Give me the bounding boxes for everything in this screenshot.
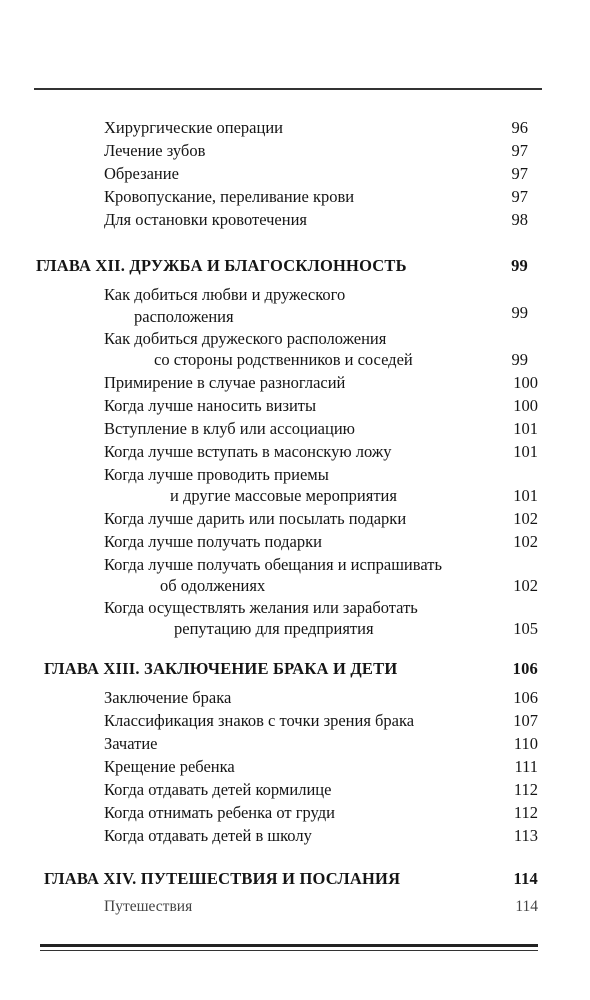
toc-page-number: 99	[511, 303, 528, 322]
toc-entry[interactable]: Крещение ребенка	[104, 757, 235, 776]
toc-page-number: 112	[513, 780, 538, 799]
toc-page-number: 107	[513, 711, 538, 730]
toc-entry[interactable]: Для остановки кровотечения	[104, 210, 307, 229]
toc-page-number: 110	[513, 734, 538, 753]
toc-page-number: 101	[513, 442, 538, 461]
toc-entry-continuation[interactable]: со стороны родственников и соседей	[154, 350, 413, 369]
toc-page-number: 102	[513, 509, 538, 528]
toc-entry[interactable]: Когда отнимать ребенка от груди	[104, 803, 335, 822]
toc-entry[interactable]: Зачатие	[104, 734, 158, 753]
toc-page-number: 106	[513, 688, 538, 707]
chapter-page-number: 106	[512, 659, 538, 678]
toc-entry[interactable]: Когда лучше получать подарки	[104, 532, 322, 551]
toc-entry-continuation[interactable]: репутацию для предприятия	[174, 619, 374, 638]
toc-entry[interactable]: Кровопускание, переливание крови	[104, 187, 355, 206]
toc-entry[interactable]: Когда лучше вступать в масонскую ложу	[104, 442, 392, 461]
toc-page-number: 105	[513, 619, 538, 638]
chapter-page-number: 99	[511, 256, 528, 275]
toc-page-number: 101	[513, 419, 538, 438]
toc-page-number: 97	[511, 141, 528, 160]
toc-entry[interactable]: Хирургические операции	[104, 118, 283, 137]
toc-entry[interactable]: Когда лучше получать обещания и испрашивать	[104, 555, 442, 574]
chapter-heading[interactable]: ГЛАВА XII. ДРУЖБА И БЛАГОСКЛОННОСТЬ	[36, 256, 407, 275]
toc-entry[interactable]: Когда отдавать детей кормилице	[104, 780, 332, 799]
chapter-heading[interactable]: ГЛАВА XIII. ЗАКЛЮЧЕНИЕ БРАКА И ДЕТИ	[44, 659, 398, 678]
toc-entry[interactable]: Когда отдавать детей в школу	[104, 826, 312, 845]
toc-entry[interactable]: Когда осуществлять желания или заработать	[104, 598, 418, 617]
toc-page-number: 96	[511, 118, 528, 137]
toc-page-number: 111	[514, 757, 538, 776]
toc-entry[interactable]: Как добиться дружеского расположения	[104, 329, 387, 348]
toc-page-number: 112	[513, 803, 538, 822]
toc-entry[interactable]: Путешествия	[104, 898, 193, 915]
toc-page-number: 102	[513, 576, 538, 595]
toc-entry[interactable]: Как добиться любви и дружеского	[104, 285, 346, 304]
toc-entry-continuation[interactable]: и другие массовые мероприятия	[170, 486, 397, 505]
toc-page-number: 114	[515, 898, 538, 915]
toc-entry[interactable]: Когда лучше наносить визиты	[104, 396, 317, 415]
toc-entry[interactable]: Классификация знаков с точки зрения брака	[104, 711, 415, 730]
toc-entry[interactable]: Вступление в клуб или ассоциацию	[104, 419, 355, 438]
toc-entry[interactable]: Лечение зубов	[104, 141, 206, 160]
toc-page-number: 101	[513, 486, 538, 505]
toc-page-number: 102	[513, 532, 538, 551]
toc-page-number: 99	[511, 350, 528, 369]
toc-page-number: 97	[511, 187, 528, 206]
toc-page-number: 113	[513, 826, 538, 845]
toc-entry[interactable]: Примирение в случае разногласий	[104, 373, 346, 392]
toc-page-number: 100	[513, 373, 538, 392]
toc-page-number: 100	[513, 396, 538, 415]
toc-entry[interactable]: Когда лучше проводить приемы	[104, 465, 329, 484]
top-rule	[34, 88, 542, 90]
bottom-double-rule	[40, 944, 538, 951]
toc-entry-continuation[interactable]: об одолжениях	[160, 576, 266, 595]
chapter-page-number: 114	[513, 869, 538, 888]
toc-entry[interactable]: Заключение брака	[104, 688, 232, 707]
toc-entry[interactable]: Когда лучше дарить или посылать подарки	[104, 509, 407, 528]
toc-entry[interactable]: Обрезание	[104, 164, 179, 183]
toc-page-number: 98	[511, 210, 528, 229]
chapter-heading[interactable]: ГЛАВА XIV. ПУТЕШЕСТВИЯ И ПОСЛАНИЯ	[44, 869, 401, 888]
toc-entry-continuation[interactable]: расположения	[134, 307, 234, 326]
toc-page-number: 97	[511, 164, 528, 183]
